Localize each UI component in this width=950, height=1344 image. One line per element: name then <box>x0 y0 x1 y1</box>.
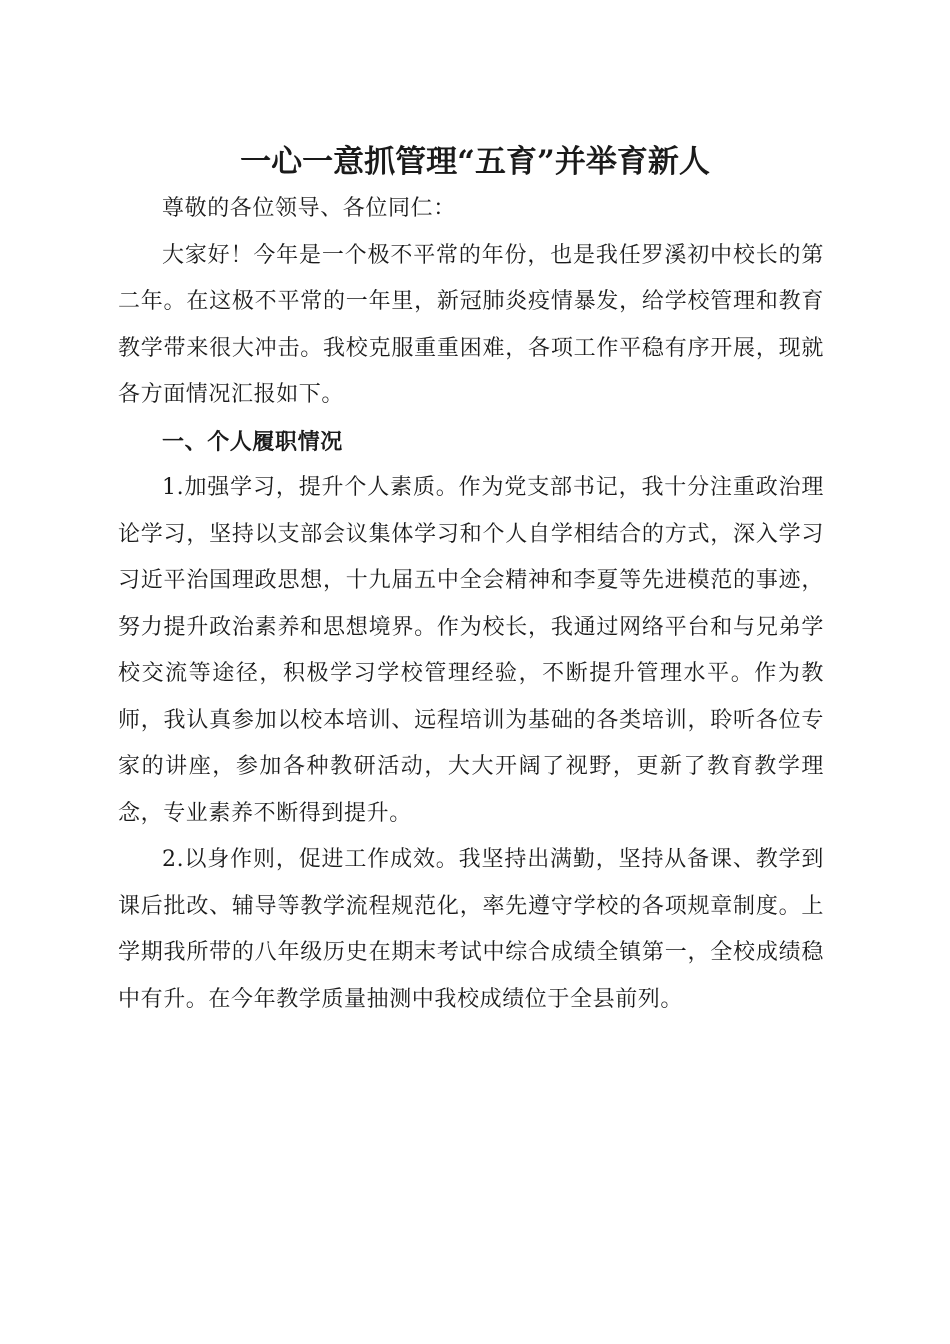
salutation: 尊敬的各位领导、各位同仁： <box>162 196 456 221</box>
section-heading: 一、个人履职情况 <box>162 428 343 455</box>
intro-paragraph: 大家好！今年是一个极不平常的年份，也是我任罗溪初中校长的第二年。在这极不平常的一年里，新冠肺炎疫情暴发，给学校管理和教育教学带来很大冲击。我校克服重重困难，各项工作平稳有序开展，现就各方面情况汇报如下。 <box>118 242 824 407</box>
paragraph-item-2: 2.以身作则，促进工作成效。我坚持出满勤，坚持从备课、教学到课后批改、辅导等教学流程规范化，率先遵守学校的各项规章制度。上学期我所带的八年级历史在期末考试中综合成绩全镇第一，全校成绩稳中有升。在今年教学质量抽测中我校成绩位于全县前列。 <box>118 847 824 1012</box>
document-body <box>118 186 824 1023</box>
paragraph-item-1: 1.加强学习，提升个人素质。作为党支部书记，我十分注重政治理论学习，坚持以支部会议集体学习和个人自学相结合的方式，深入学习习近平治国理政思想，十九届五中全会精神和李夏等先进模范的事迹，努力提升政治素养和思想境界。作为校长，我通过网络平台和与兄弟学校交流等途径，积极学习学校管理经验，不断提升管理水平。作为教师，我认真参加以校本培训、远程培训为基础的各类培训，聆听各位专家的讲座，参加各种教研活动，大大开阔了视野，更新了教育教学理念，专业素养不断得到提升。 <box>118 475 824 826</box>
document-title: 一心一意抓管理“五育”并举育新人 <box>240 144 710 180</box>
